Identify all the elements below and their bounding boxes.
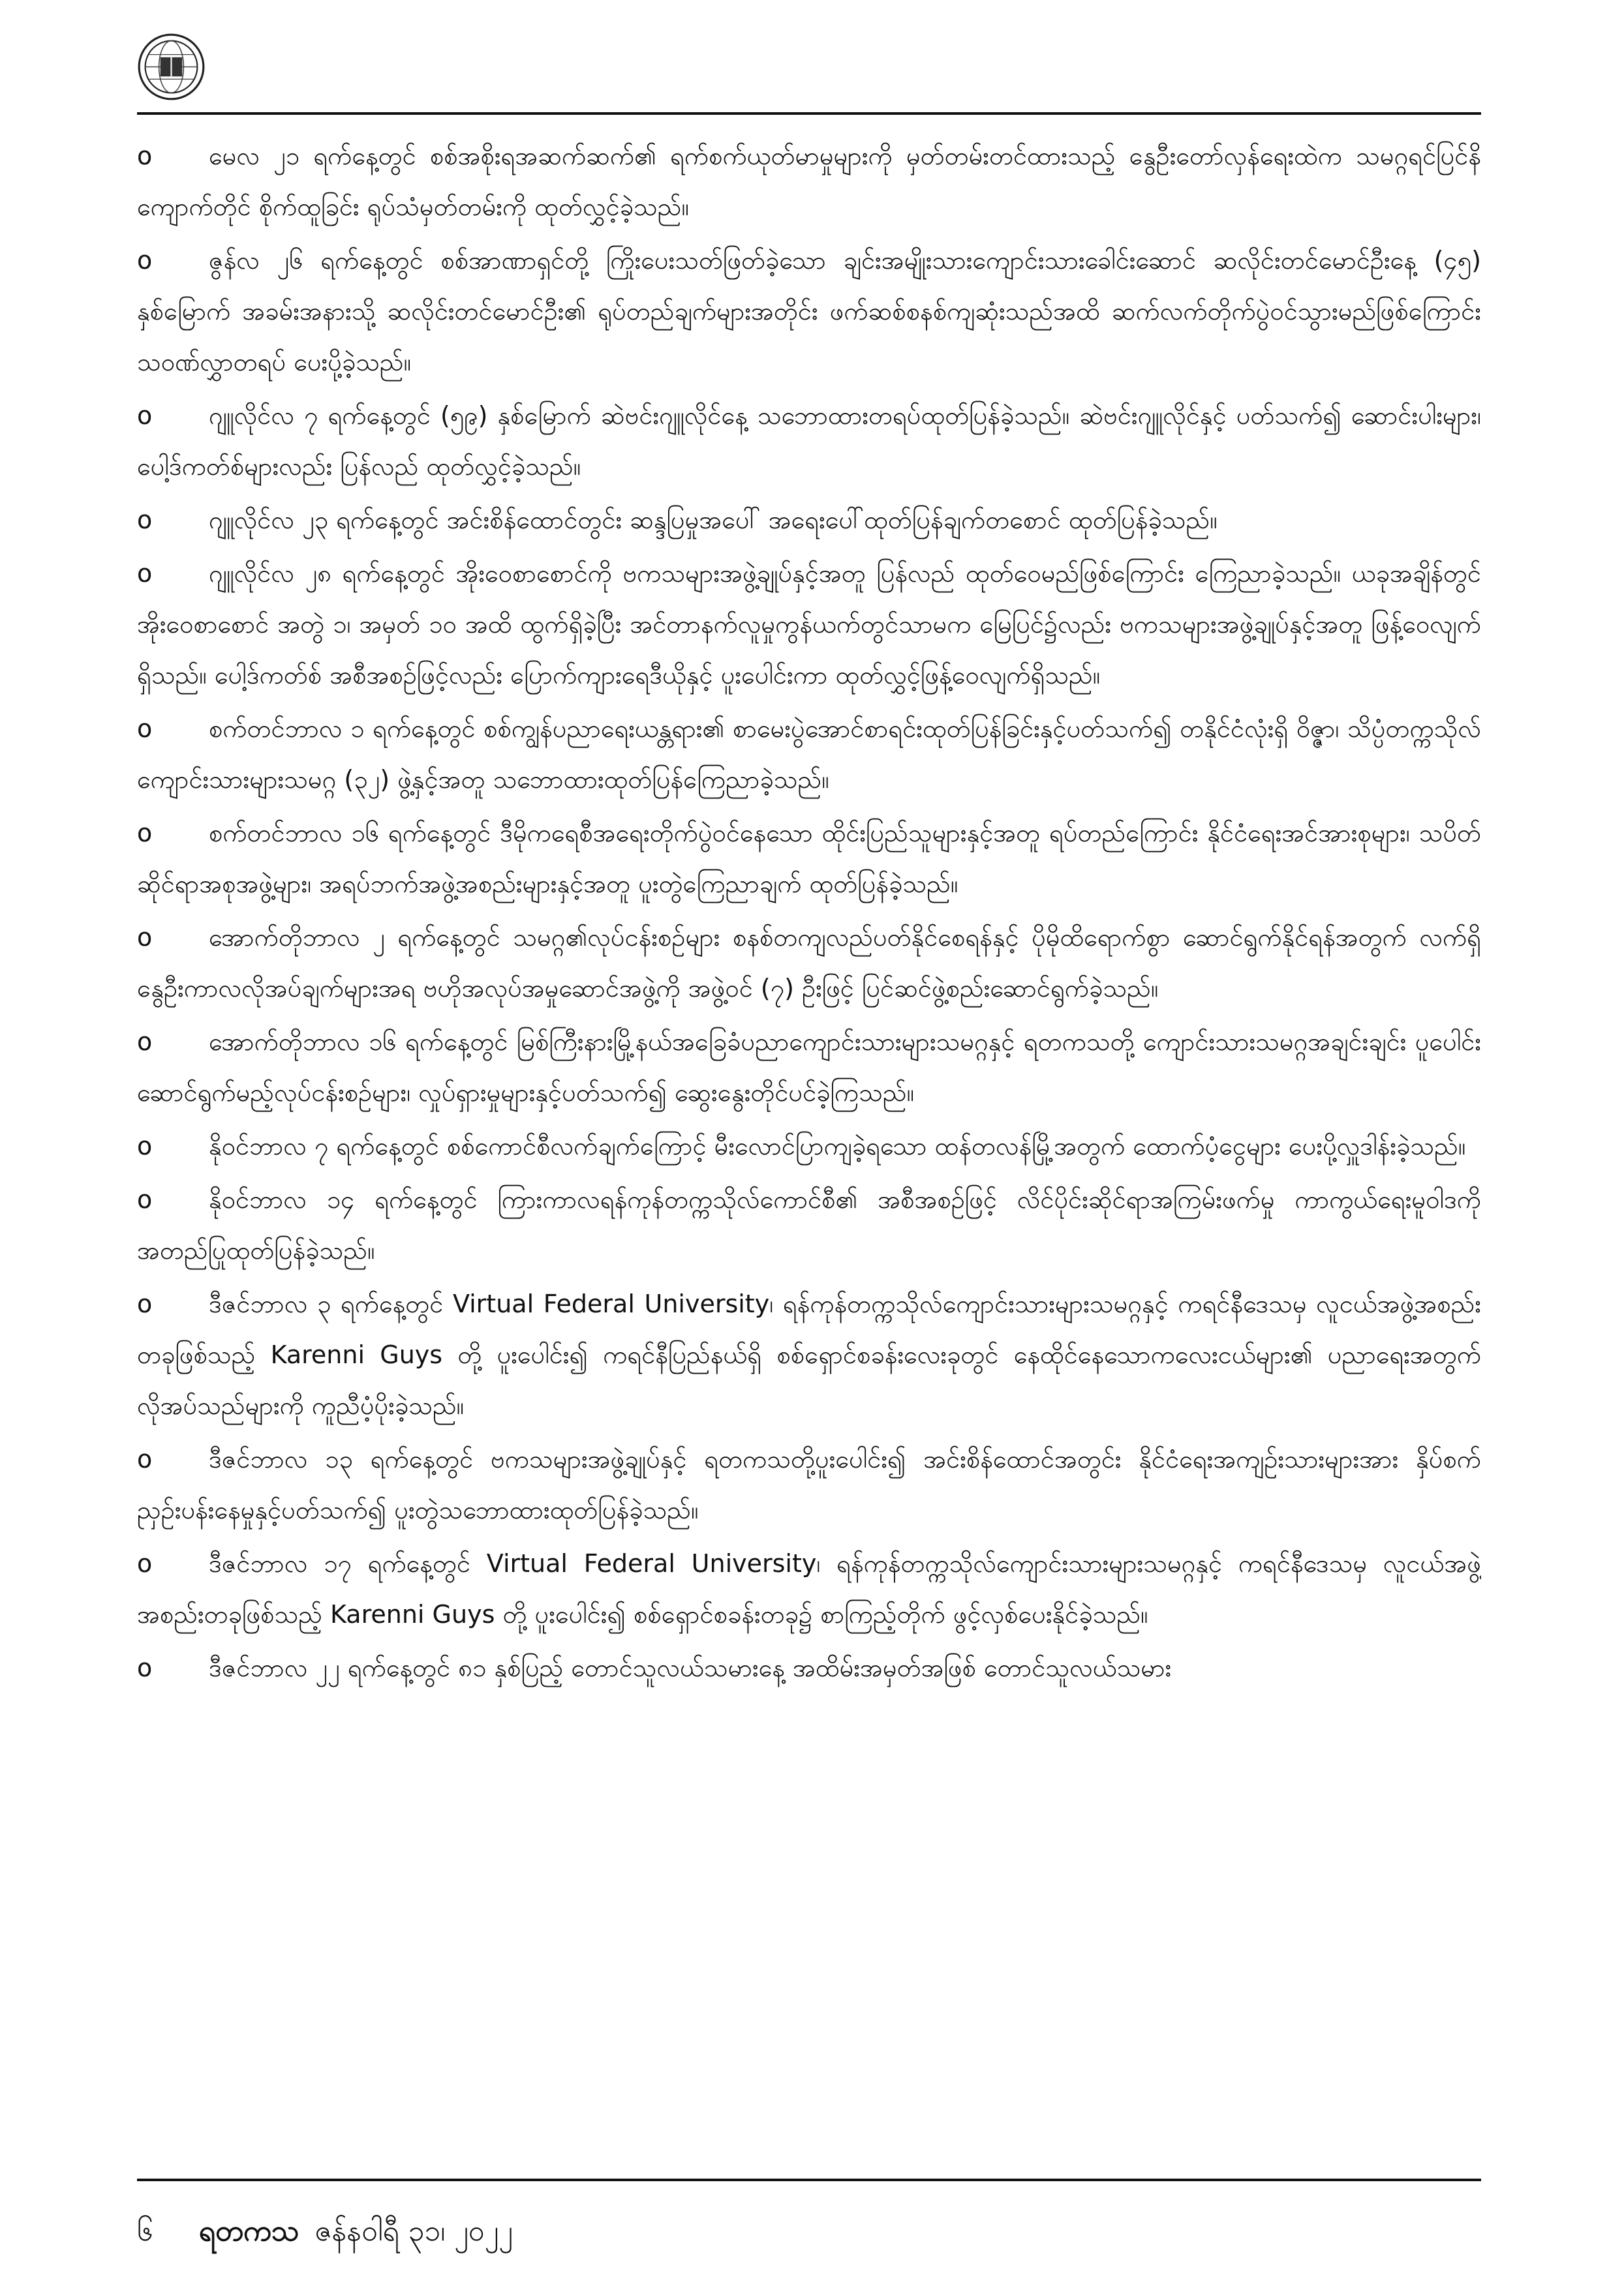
timeline-entry xyxy=(137,1174,1481,1276)
bullet-marker: o xyxy=(137,559,153,588)
article-body xyxy=(137,130,1481,2172)
timeline-entry xyxy=(137,808,1481,909)
bullet-marker: o xyxy=(137,1132,153,1160)
bullet-marker: o xyxy=(137,1027,153,1056)
entry-text: မေလ ၂၁ ရက်နေ့တွင် စစ်အစိုးရအဆက်ဆက်၏ ရက်စက်ယုတ်မာမှုများကို မှတ်တမ်းတင်ထားသည့် နွေဦးတော်လှန်ရေးထဲက သမဂ္ဂရင်ပြင်နိကျောက်တိုင် စိုက်ထူခြင်း ရုပ်သံမှတ်တမ်းကို ထုတ်လွှင့်ခဲ့သည်။ xyxy=(137,142,1481,221)
entry-text: ဇွန်လ ၂၆ ရက်နေ့တွင် စစ်အာဏာရှင်တို့ ကြိုးပေးသတ်ဖြတ်ခဲ့သော ချင်းအမျိုးသားကျောင်းသားခေါင်းဆောင် ဆလိုင်းတင်မောင်ဦးနေ့ (၄၅) နှစ်မြောက် အခမ်းအနားသို့ ဆလိုင်းတင်မောင်ဦး၏ ရုပ်တည်ချက်များအတိုင်း ဖက်ဆစ်စနစ်ကျဆုံးသည်အထိ ဆက်လက်တိုက်ပွဲဝင်သွားမည်ဖြစ်ကြောင်း သဝဏ်လွှာတရပ် ပေးပို့ခဲ့သည်။ xyxy=(137,246,1481,376)
entry-text: ဒီဇင်ဘာလ ၁၇ ရက်နေ့တွင် Virtual Federal University၊ ရန်ကုန်တက္ကသိုလ်ကျောင်းသားများသမဂ္ဂနှင့် ကရင်နီဒေသမှ လူငယ်အဖွဲ့အစည်းတခုဖြစ်သည့် Karenni Guys တို့ ပူးပေါင်း၍ စစ်ရှောင်စခန်းတခု၌ စာကြည့်တိုက် ဖွင့်လှစ်ပေးနိုင်ခဲ့သည်။ xyxy=(137,1549,1481,1629)
bullet-marker: o xyxy=(137,714,153,743)
bullet-marker: o xyxy=(137,819,153,847)
timeline-entry xyxy=(137,1016,1481,1118)
timeline-entry xyxy=(137,390,1481,492)
timeline-entry xyxy=(137,1642,1481,1693)
timeline-entry xyxy=(137,703,1481,805)
bullet-marker: o xyxy=(137,1549,153,1578)
entry-text: စက်တင်ဘာလ ၁ ရက်နေ့တွင် စစ်ကျွန်ပညာရေးယန္တရား၏ စာမေးပွဲအောင်စာရင်းထုတ်ပြန်ခြင်းနှင့်ပတ်သက်၍ တနိုင်ငံလုံးရှိ ဝိဇ္ဇာ၊ သိပ္ပံတက္ကသိုလ်ကျောင်းသားများသမဂ္ဂ (၃၂) ဖွဲ့နှင့်အတူ သဘောထားထုတ်ပြန်ကြေညာခဲ့သည်။ xyxy=(137,714,1481,794)
bullet-marker: o xyxy=(137,1445,153,1473)
timeline-entry xyxy=(137,494,1481,545)
issue-date: ဇန်နဝါရီ ၃၁၊ ၂၀၂၂ xyxy=(314,2214,513,2248)
entry-text: နိုဝင်ဘာလ ၇ ရက်နေ့တွင် စစ်ကောင်စီလက်ချက်ကြောင့် မီးလောင်ပြာကျခဲ့ရသော ထန်တလန်မြို့အတွက် ထောက်ပံ့ငွေများ ပေးပို့လှူဒါန်းခဲ့သည်။ xyxy=(209,1132,1466,1160)
page-number: ၆ xyxy=(137,2214,153,2248)
page-footer xyxy=(137,2208,513,2260)
entry-text: နိုဝင်ဘာလ ၁၄ ရက်နေ့တွင် ကြားကာလရန်ကုန်တက္ကသိုလ်ကောင်စီ၏ အစီအစဉ်ဖြင့် လိင်ပိုင်းဆိုင်ရာအကြမ်းဖက်မှု ကာကွယ်ရေးမူဝါဒကို အတည်ပြုထုတ်ပြန်ခဲ့သည်။ xyxy=(137,1185,1481,1265)
header-rule xyxy=(137,112,1481,115)
entry-text: ဂျူလိုင်လ ၇ ရက်နေ့တွင် (၅၉) နှစ်မြောက် ဆဲဗင်းဂျူလိုင်နေ့ သဘောထားတရပ်ထုတ်ပြန်ခဲ့သည်။ ဆဲဗင်းဂျူလိုင်နှင့် ပတ်သက်၍ ဆောင်းပါးများ၊ ပေါ့ဒ်ကတ်စ်များလည်း ပြန်လည် ထုတ်လွှင့်ခဲ့သည်။ xyxy=(137,401,1481,481)
entry-text: အောက်တိုဘာလ ၁၆ ရက်နေ့တွင် မြစ်ကြီးနားမြို့နယ်အခြေခံပညာကျောင်းသားများသမဂ္ဂနှင့် ရတကသတို့ ကျောင်းသားသမဂ္ဂအချင်းချင်း ပူပေါင်းဆောင်ရွက်မည့်လုပ်ငန်းစဉ်များ၊ လှုပ်ရှားမှုများနှင့်ပတ်သက်၍ ဆွေးနွေးတိုင်ပင်ခဲ့ကြသည်။ xyxy=(137,1027,1481,1107)
entry-text: စက်တင်ဘာလ ၁၆ ရက်နေ့တွင် ဒီမိုကရေစီအရေးတိုက်ပွဲဝင်နေသော ထိုင်းပြည်သူများနှင့်အတူ ရပ်တည်ကြောင်း နိုင်ငံရေးအင်အားစုများ၊ သပိတ်ဆိုင်ရာအစုအဖွဲ့များ၊ အရပ်ဘက်အဖွဲ့အစည်းများနှင့်အတူ ပူးတွဲကြေညာချက် ထုတ်ပြန်ခဲ့သည်။ xyxy=(137,819,1481,898)
timeline-entry xyxy=(137,1538,1481,1640)
timeline-entry xyxy=(137,235,1481,387)
timeline-entry xyxy=(137,1121,1481,1171)
bullet-marker: o xyxy=(137,923,153,952)
footer-rule xyxy=(137,2179,1481,2181)
entry-text: ဂျူလိုင်လ ၂၃ ရက်နေ့တွင် အင်းစိန်ထောင်တွင်း ဆန္ဒပြမှုအပေါ် အရေးပေါ်ထုတ်ပြန်ချက်တစောင် ထုတ်ပြန်ခဲ့သည်။ xyxy=(209,506,1218,534)
magazine-title: ရတကသ xyxy=(198,2214,299,2248)
entry-text: ဒီဇင်ဘာလ ၂၂ ရက်နေ့တွင် ၈၁ နှစ်ပြည့် တောင်သူလယ်သမားနေ့ အထိမ်းအမှတ်အဖြစ် တောင်သူလယ်သမား xyxy=(209,1654,1172,1682)
timeline-entry xyxy=(137,912,1481,1014)
bullet-marker: o xyxy=(137,1185,153,1214)
entry-text: ဒီဇင်ဘာလ ၃ ရက်နေ့တွင် Virtual Federal University၊ ရန်ကုန်တက္ကသိုလ်ကျောင်းသားများသမဂ္ဂနှင့် ကရင်နီဒေသမှ လူငယ်အဖွဲ့အစည်းတခုဖြစ်သည့် Karenni Guys တို့ ပူးပေါင်း၍ ကရင်နီပြည်နယ်ရှိ စစ်ရှောင်စခန်းလေးခုတွင် နေထိုင်နေသောကလေးငယ်များ၏ ပညာရေးအတွက် လိုအပ်သည်များကို ကူညီပံ့ပိုးခဲ့သည်။ xyxy=(137,1290,1481,1420)
bullet-marker: o xyxy=(137,142,153,170)
bullet-marker: o xyxy=(137,1654,153,1682)
bullet-marker: o xyxy=(137,246,153,275)
entry-text: ဒီဇင်ဘာလ ၁၃ ရက်နေ့တွင် ဗကသများအဖွဲ့ချုပ်နှင့် ရတကသတို့ပူးပေါင်း၍ အင်းစိန်ထောင်အတွင်း နိုင်ငံရေးအကျဉ်းသားများအား နှိပ်စက်ညှဉ်းပန်းနေမှုနှင့်ပတ်သက်၍ ပူးတွဲသဘောထားထုတ်ပြန်ခဲ့သည်။ xyxy=(137,1445,1481,1524)
timeline-entry xyxy=(137,548,1481,701)
entry-text: အောက်တိုဘာလ ၂ ရက်နေ့တွင် သမဂ္ဂ၏လုပ်ငန်းစဉ်များ စနစ်တကျလည်ပတ်နိုင်စေရန်နှင့် ပိုမိုထိရောက်စွာ ဆောင်ရွက်နိုင်ရန်အတွက် လက်ရှိနွေဦးကာလလိုအပ်ချက်များအရ ဗဟိုအလုပ်အမှုဆောင်အဖွဲ့ကို အဖွဲ့ဝင် (၇) ဦးဖြင့် ပြင်ဆင်ဖွဲ့စည်းဆောင်ရွက်ခဲ့သည်။ xyxy=(137,923,1481,1003)
timeline-entry xyxy=(137,1278,1481,1431)
timeline-entry xyxy=(137,1434,1481,1535)
entry-text: ဂျူလိုင်လ ၂၈ ရက်နေ့တွင် အိုးဝေစာစောင်ကို ဗကသများအဖွဲ့ချုပ်နှင့်အတူ ပြန်လည် ထုတ်ဝေမည်ဖြစ်ကြောင်း ကြေညာခဲ့သည်။ ယခုအချိန်တွင် အိုးဝေစာစောင် အတွဲ ၁၊ အမှတ် ၁၀ အထိ ထွက်ရှိခဲ့ပြီး အင်တာနက်လူမှုကွန်ယက်တွင်သာမက မြေပြင်၌လည်း ဗကသများအဖွဲ့ချုပ်နှင့်အတူ ဖြန့်ဝေလျက်ရှိသည်။ ပေါ့ဒ်ကတ်စ် အစီအစဉ်ဖြင့်လည်း ပြောက်ကျားရေဒီယိုနှင့် ပူးပေါင်းကာ ထုတ်လွှင့်ဖြန့်ဝေလျက်ရှိသည်။ xyxy=(137,559,1481,689)
timeline-entry xyxy=(137,130,1481,232)
bullet-marker: o xyxy=(137,506,153,534)
bullet-marker: o xyxy=(137,401,153,430)
emblem-logo-icon xyxy=(137,33,206,101)
bullet-marker: o xyxy=(137,1290,153,1318)
